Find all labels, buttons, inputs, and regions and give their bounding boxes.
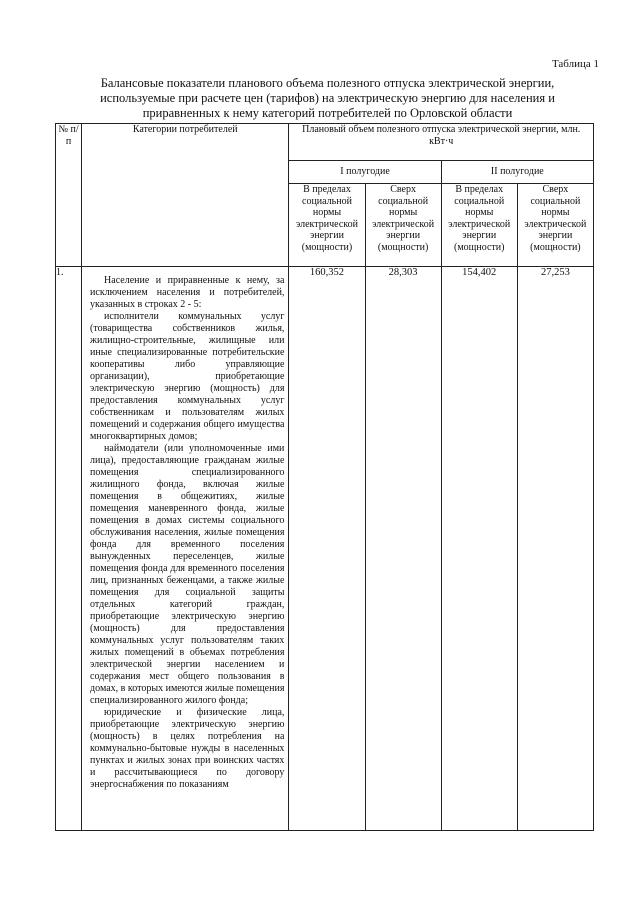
value-h1-within: 160,352	[289, 267, 365, 831]
row-category	[82, 267, 289, 831]
header-h2-within-norm: В пределах социальной нормы электрической энергии (мощности)	[441, 184, 517, 267]
header-half1: I полугодие	[289, 161, 441, 184]
category-paragraph: исполнители коммунальных услуг (товарищества собственников жилья, жилищно-строительные, жилищные или иные специализированные потребительские кооперативы либо управляющие организации), приобретающие электрическую энергию (мощность) для предоставления коммунальных услуг собственникам и пользователям жилых помещений и содержания общего имущества многоквартирных домов;	[90, 311, 285, 442]
value-h2-within: 154,402	[441, 267, 517, 831]
header-volume: Плановый объем полезного отпуска электрической энергии, млн. кВт·ч	[289, 124, 594, 161]
header-h2-above-norm: Сверх социальной нормы электрической энергии (мощности)	[517, 184, 593, 267]
header-h1-above-norm: Сверх социальной нормы электрической энергии (мощности)	[365, 184, 441, 267]
category-paragraph: наймодатели (или уполномоченные ими лица), предоставляющие гражданам жилые помещения специализированного жилищного фонда, включая жилые помещения в общежитиях, жилые помещения маневренного фонда, жилые помещения в домах системы социального обслуживания населения, жилые помещения фонда для временного поселения вынужденных переселенцев, жилые помещения фонда для временного поселения лиц, признанных беженцами, а также жилые помещения для социальной защиты отдельных категорий граждан, приобретающие электрическую энергию (мощность) для предоставления коммунальных услуг пользователям таких жилых помещений в объемах потребления электрической энергии населением и содержания мест общего пользования в домах, в которых имеются жилые помещения специализированного жилого фонда;	[90, 443, 285, 706]
category-paragraph: Население и приравненные к нему, за исключением населения и потребителей, указанных в строках 2 - 5:	[90, 275, 285, 310]
header-half2: II полугодие	[441, 161, 593, 184]
value-h2-above: 27,253	[517, 267, 593, 831]
table-row	[56, 267, 594, 831]
consumption-table	[55, 123, 594, 831]
row-number: 1.	[56, 267, 82, 831]
header-h1-within-norm: В пределах социальной нормы электрической энергии (мощности)	[289, 184, 365, 267]
header-num: № п/п	[56, 124, 82, 267]
table-label: Таблица 1	[551, 58, 599, 70]
document-title: Балансовые показатели планового объема полезного отпуска электрической энергии, используемые при расчете цен (тарифов) на электрическую энергию для населения и приравненных к нему категорий потребителей по Орловской области	[100, 76, 555, 120]
header-category: Категории потребителей	[82, 124, 289, 267]
category-paragraph: юридические и физические лица, приобретающие электрическую энергию (мощность) в целях потребления на коммунально-бытовые нужды в населенных пунктах и жилых зонах при воинских частях и рассчитывающиеся по договору энергоснабжения по показаниям	[90, 707, 285, 790]
value-h1-above: 28,303	[365, 267, 441, 831]
